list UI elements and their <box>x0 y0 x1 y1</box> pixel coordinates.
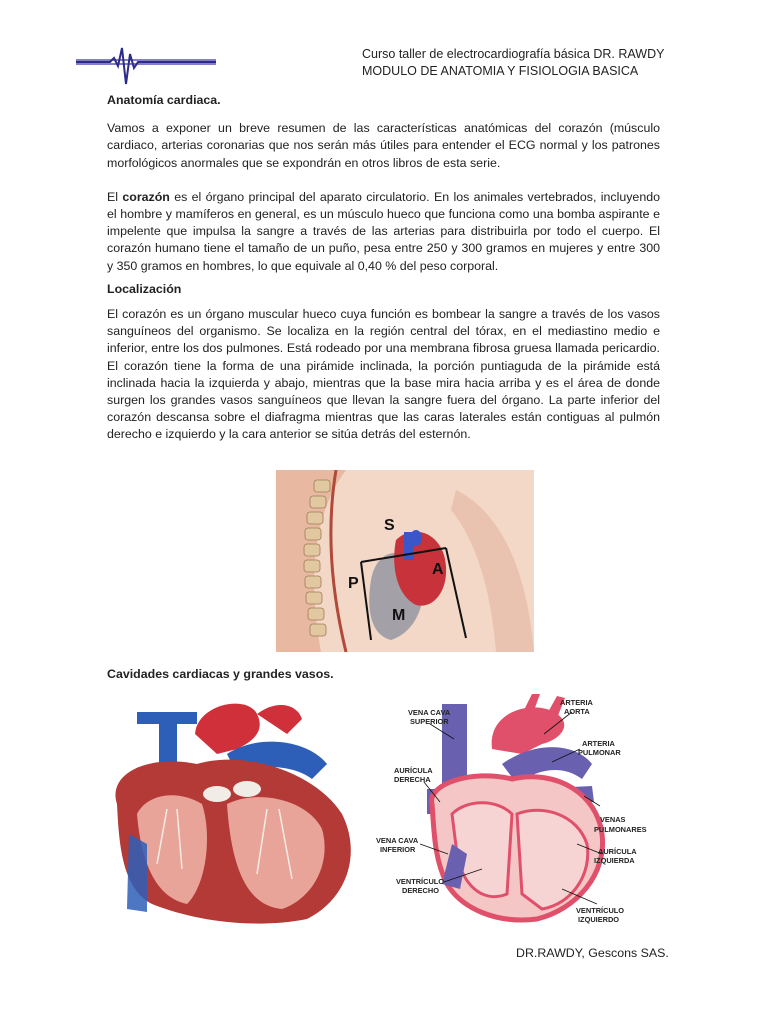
paragraph-corazon <box>107 189 660 275</box>
label-ventriculo-derecho-2: DERECHO <box>402 886 439 895</box>
label-auricula-izquierda-2: IZQUIERDA <box>594 856 635 865</box>
paragraph-corazon-rest: es el órgano principal del aparato circulatorio. En los animales vertebrados, incluyendo el hombre y mamíferos en general, es un músculo hueco que funciona como una bomba aspirante e impelente que impulsa la sangre a través de las arterias para distribuirla por todo el cuerpo. El corazón humano tiene el tamaño de un puño, pesa entre 250 y 300 gramos en mujeres y entre 300 y 350 gramos en hombres, lo que equivale al 0,40 % del peso corporal. <box>107 189 660 273</box>
label-arteria-pulmonar-2: PULMONAR <box>578 748 621 757</box>
heart-labeled-diagram <box>372 694 658 926</box>
header-course-title: Curso taller de electrocardiografía básica DR. RAWDY <box>362 47 665 61</box>
corazon-bold: corazón <box>122 189 170 204</box>
main-content <box>107 92 660 444</box>
figure-label-m: M <box>392 607 406 624</box>
label-auricula-izquierda-1: AURÍCULA <box>598 847 637 856</box>
label-arteria-pulmonar-1: ARTERIA <box>582 739 615 748</box>
page-footer: DR.RAWDY, Gescons SAS. <box>516 946 669 960</box>
header-module-title: MODULO DE ANATOMIA Y FISIOLOGIA BASICA <box>362 64 639 78</box>
label-vena-cava-superior-1: VENA CAVA <box>408 708 451 717</box>
label-ventriculo-derecho-1: VENTRÍCULO <box>396 877 445 886</box>
figure-label-s: S <box>384 517 395 534</box>
label-auricula-derecha-1: AURÍCULA <box>394 766 433 775</box>
label-ventriculo-izquierdo-2: IZQUIERDO <box>578 915 620 924</box>
heart-cross-section-figure <box>107 694 365 926</box>
label-venas-pulmonares-2: PULMONARES <box>594 825 647 834</box>
figure-label-p: P <box>348 575 359 592</box>
section-title-localizacion: Localización <box>107 281 182 296</box>
label-ventriculo-izquierdo-1: VENTRÍCULO <box>576 906 625 915</box>
label-vena-cava-superior-2: SUPERIOR <box>410 717 449 726</box>
section-title-anatomia: Anatomía cardiaca. <box>107 93 221 107</box>
figure-label-a: A <box>432 561 444 578</box>
label-auricula-derecha-2: DERECHA <box>394 775 431 784</box>
label-venas-pulmonares-1: VENAS <box>600 815 626 824</box>
paragraph-corazon-prefix: El <box>107 189 123 204</box>
paragraph-intro: Vamos a exponer un breve resumen de las características anatómicas del corazón (músculo cardiaco, arterias coronarias que nos serán más útiles para entender el ECG normal y los patrones morfológicos anormales que se expondrán en otros libros de esta serie. <box>107 121 660 170</box>
thorax-section-figure <box>276 470 534 652</box>
section-title-cavidades: Cavidades cardiacas y grandes vasos. <box>107 667 334 681</box>
ecg-logo-icon <box>76 40 216 92</box>
label-vena-cava-inferior-2: INFERIOR <box>380 845 416 854</box>
label-arteria-aorta-1: ARTERIA <box>560 698 593 707</box>
label-vena-cava-inferior-1: VENA CAVA <box>376 836 419 845</box>
label-arteria-aorta-2: AORTA <box>564 707 590 716</box>
page-header <box>362 46 664 80</box>
paragraph-localizacion: El corazón es un órgano muscular hueco cuya función es bombear la sangre a través de los vasos sanguíneos del organismo. Se localiza en la región central del tórax, en el mediastino medio e inferior, entre los dos pulmones. Está rodeado por una membrana fibrosa gruesa llamada pericardio. El corazón tiene la forma de una pirámide inclinada, la porción puntiaguda de la pirámide está inclinada hacia la izquierda y abajo, mientras que la base mira hacia arriba y es el área de donde surgen los grandes vasos sanguíneos que llevan la sangre fuera del órgano. La parte inferior del corazón descansa sobre el diafragma mientras que las caras laterales están contiguas al pulmón derecho e izquierdo y la cara anterior se sitúa detrás del esternón. <box>107 307 660 442</box>
